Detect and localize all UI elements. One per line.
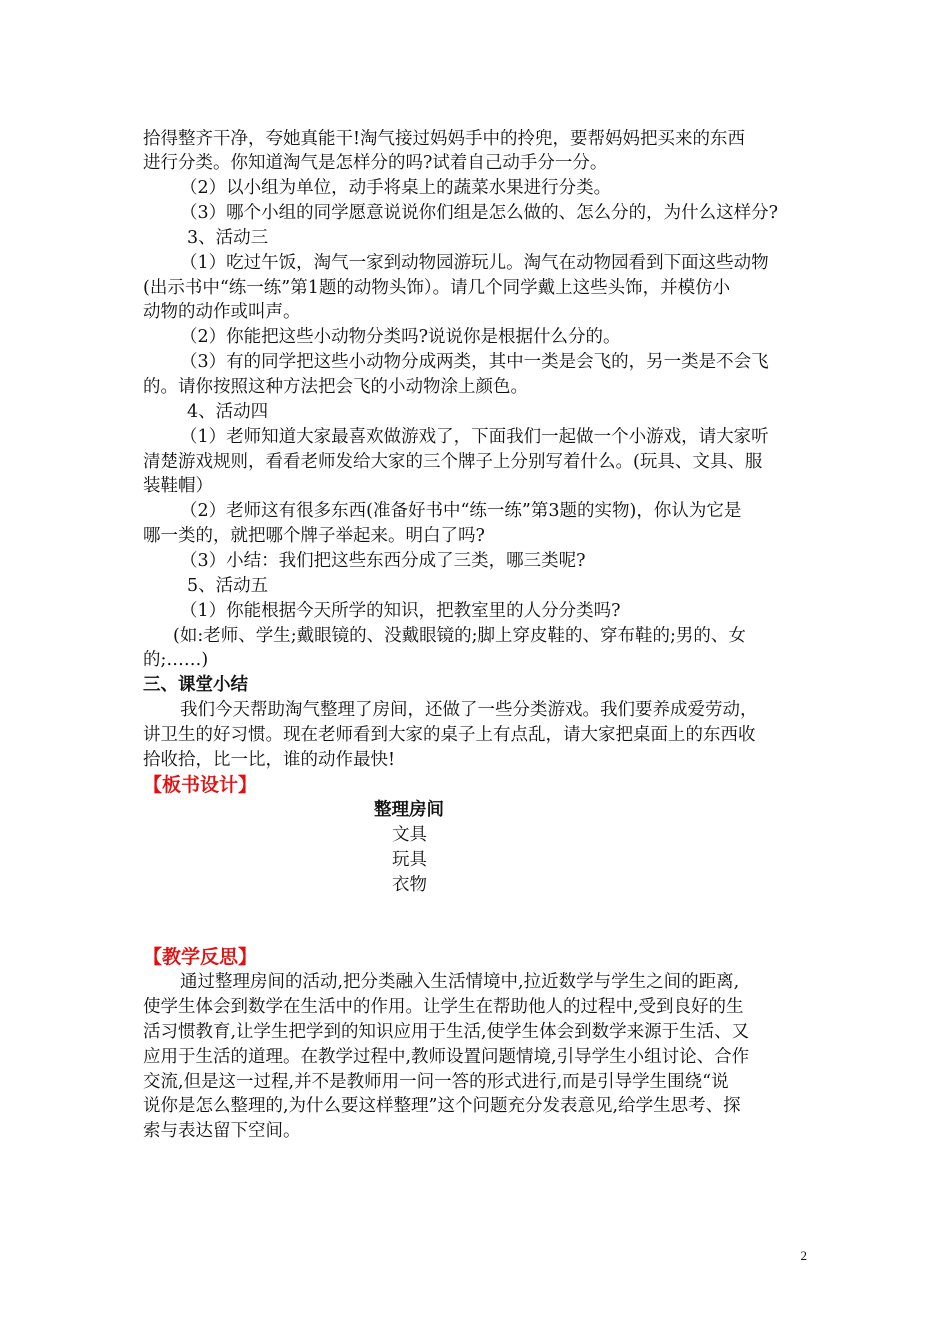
text-line: 拾收拾，比一比，谁的动作最快! <box>143 750 396 770</box>
board-item: 玩具 <box>392 850 427 870</box>
text-line: （3）哪个小组的同学愿意说说你们组是怎么做的、怎么分的，为什么这样分? <box>180 203 779 223</box>
text-line: 活习惯教育,让学生把学到的知识应用于生活,使学生体会到数学来源于生活、又 <box>143 1022 750 1042</box>
text-line: （2）以小组为单位，动手将桌上的蔬菜水果进行分类。 <box>180 178 612 198</box>
section-label: 4、活动四 <box>187 402 269 422</box>
text-line: 的;……) <box>143 650 209 670</box>
text-line: （3）小结：我们把这些东西分成了三类，哪三类呢? <box>180 551 586 571</box>
text-line: （3）有的同学把这些小动物分成两类，其中一类是会飞的，另一类是不会飞 <box>180 352 769 372</box>
text-line: 讲卫生的好习惯。现在老师看到大家的桌子上有点乱，请大家把桌面上的东西收 <box>143 725 756 745</box>
text-line: （1）吃过午饭，淘气一家到动物园游玩儿。淘气在动物园看到下面这些动物 <box>180 253 769 273</box>
text-line: （2）老师这有很多东西(准备好书中“练一练”第3题的实物)，你认为它是 <box>180 501 742 521</box>
text-line: 动物的动作或叫声。 <box>143 302 301 322</box>
text-line: 拾得整齐干净，夸她真能干!淘气接过妈妈手中的拎兜，要帮妈妈把买来的东西 <box>143 129 746 149</box>
text-line: 通过整理房间的活动,把分类融入生活情境中,拉近数学与学生之间的距离, <box>180 972 740 992</box>
board-item: 衣物 <box>392 875 427 895</box>
section-heading: 三、课堂小结 <box>143 675 248 695</box>
board-title: 整理房间 <box>374 800 444 820</box>
text-line: （1）老师知道大家最喜欢做游戏了，下面我们一起做一个小游戏，请大家听 <box>180 427 769 447</box>
text-line: (出示书中“练一练”第1题的动物头饰）。请几个同学戴上这些头饰，并模仿小 <box>143 278 731 298</box>
text-line: 进行分类。你知道淘气是怎样分的吗?试着自己动手分一分。 <box>143 153 608 173</box>
text-line: (如:老师、学生;戴眼镜的、没戴眼镜的;脚上穿皮鞋的、穿布鞋的;男的、女 <box>173 626 746 646</box>
text-line: 说你是怎么整理的,为什么要这样整理”这个问题充分发表意见,给学生思考、探 <box>143 1096 741 1116</box>
reflection-heading: 【教学反思】 <box>143 946 258 968</box>
board-design-heading: 【板书设计】 <box>143 774 258 796</box>
text-line: 哪一类的，就把哪个牌子举起来。明白了吗? <box>143 526 485 546</box>
text-line: 我们今天帮助淘气整理了房间，还做了一些分类游戏。我们要养成爱劳动， <box>180 700 758 720</box>
text-line: 装鞋帽） <box>143 476 213 496</box>
text-line: 索与表达留下空间。 <box>143 1121 301 1141</box>
section-label: 5、活动五 <box>187 576 269 596</box>
text-line: 应用于生活的道理。在教学过程中,教师设置问题情境,引导学生小组讨论、合作 <box>143 1047 750 1067</box>
board-item: 文具 <box>392 825 427 845</box>
section-label: 3、活动三 <box>187 228 269 248</box>
text-line: （1）你能根据今天所学的知识，把教室里的人分分类吗? <box>180 601 621 621</box>
page-number: 2 <box>800 1248 807 1263</box>
text-line: 使学生体会到数学在生活中的作用。让学生在帮助他人的过程中,受到良好的生 <box>143 997 744 1017</box>
text-line: 的。请你按照这种方法把会飞的小动物涂上颜色。 <box>143 377 528 397</box>
text-line: 清楚游戏规则，看看老师发给大家的三个牌子上分别写着什么。(玩具、文具、服 <box>143 452 763 472</box>
text-line: 交流,但是这一过程,并不是教师用一问一答的形式进行,而是引导学生围绕“说 <box>143 1072 729 1092</box>
text-line: （2）你能把这些小动物分类吗?说说你是根据什么分的。 <box>180 327 621 347</box>
